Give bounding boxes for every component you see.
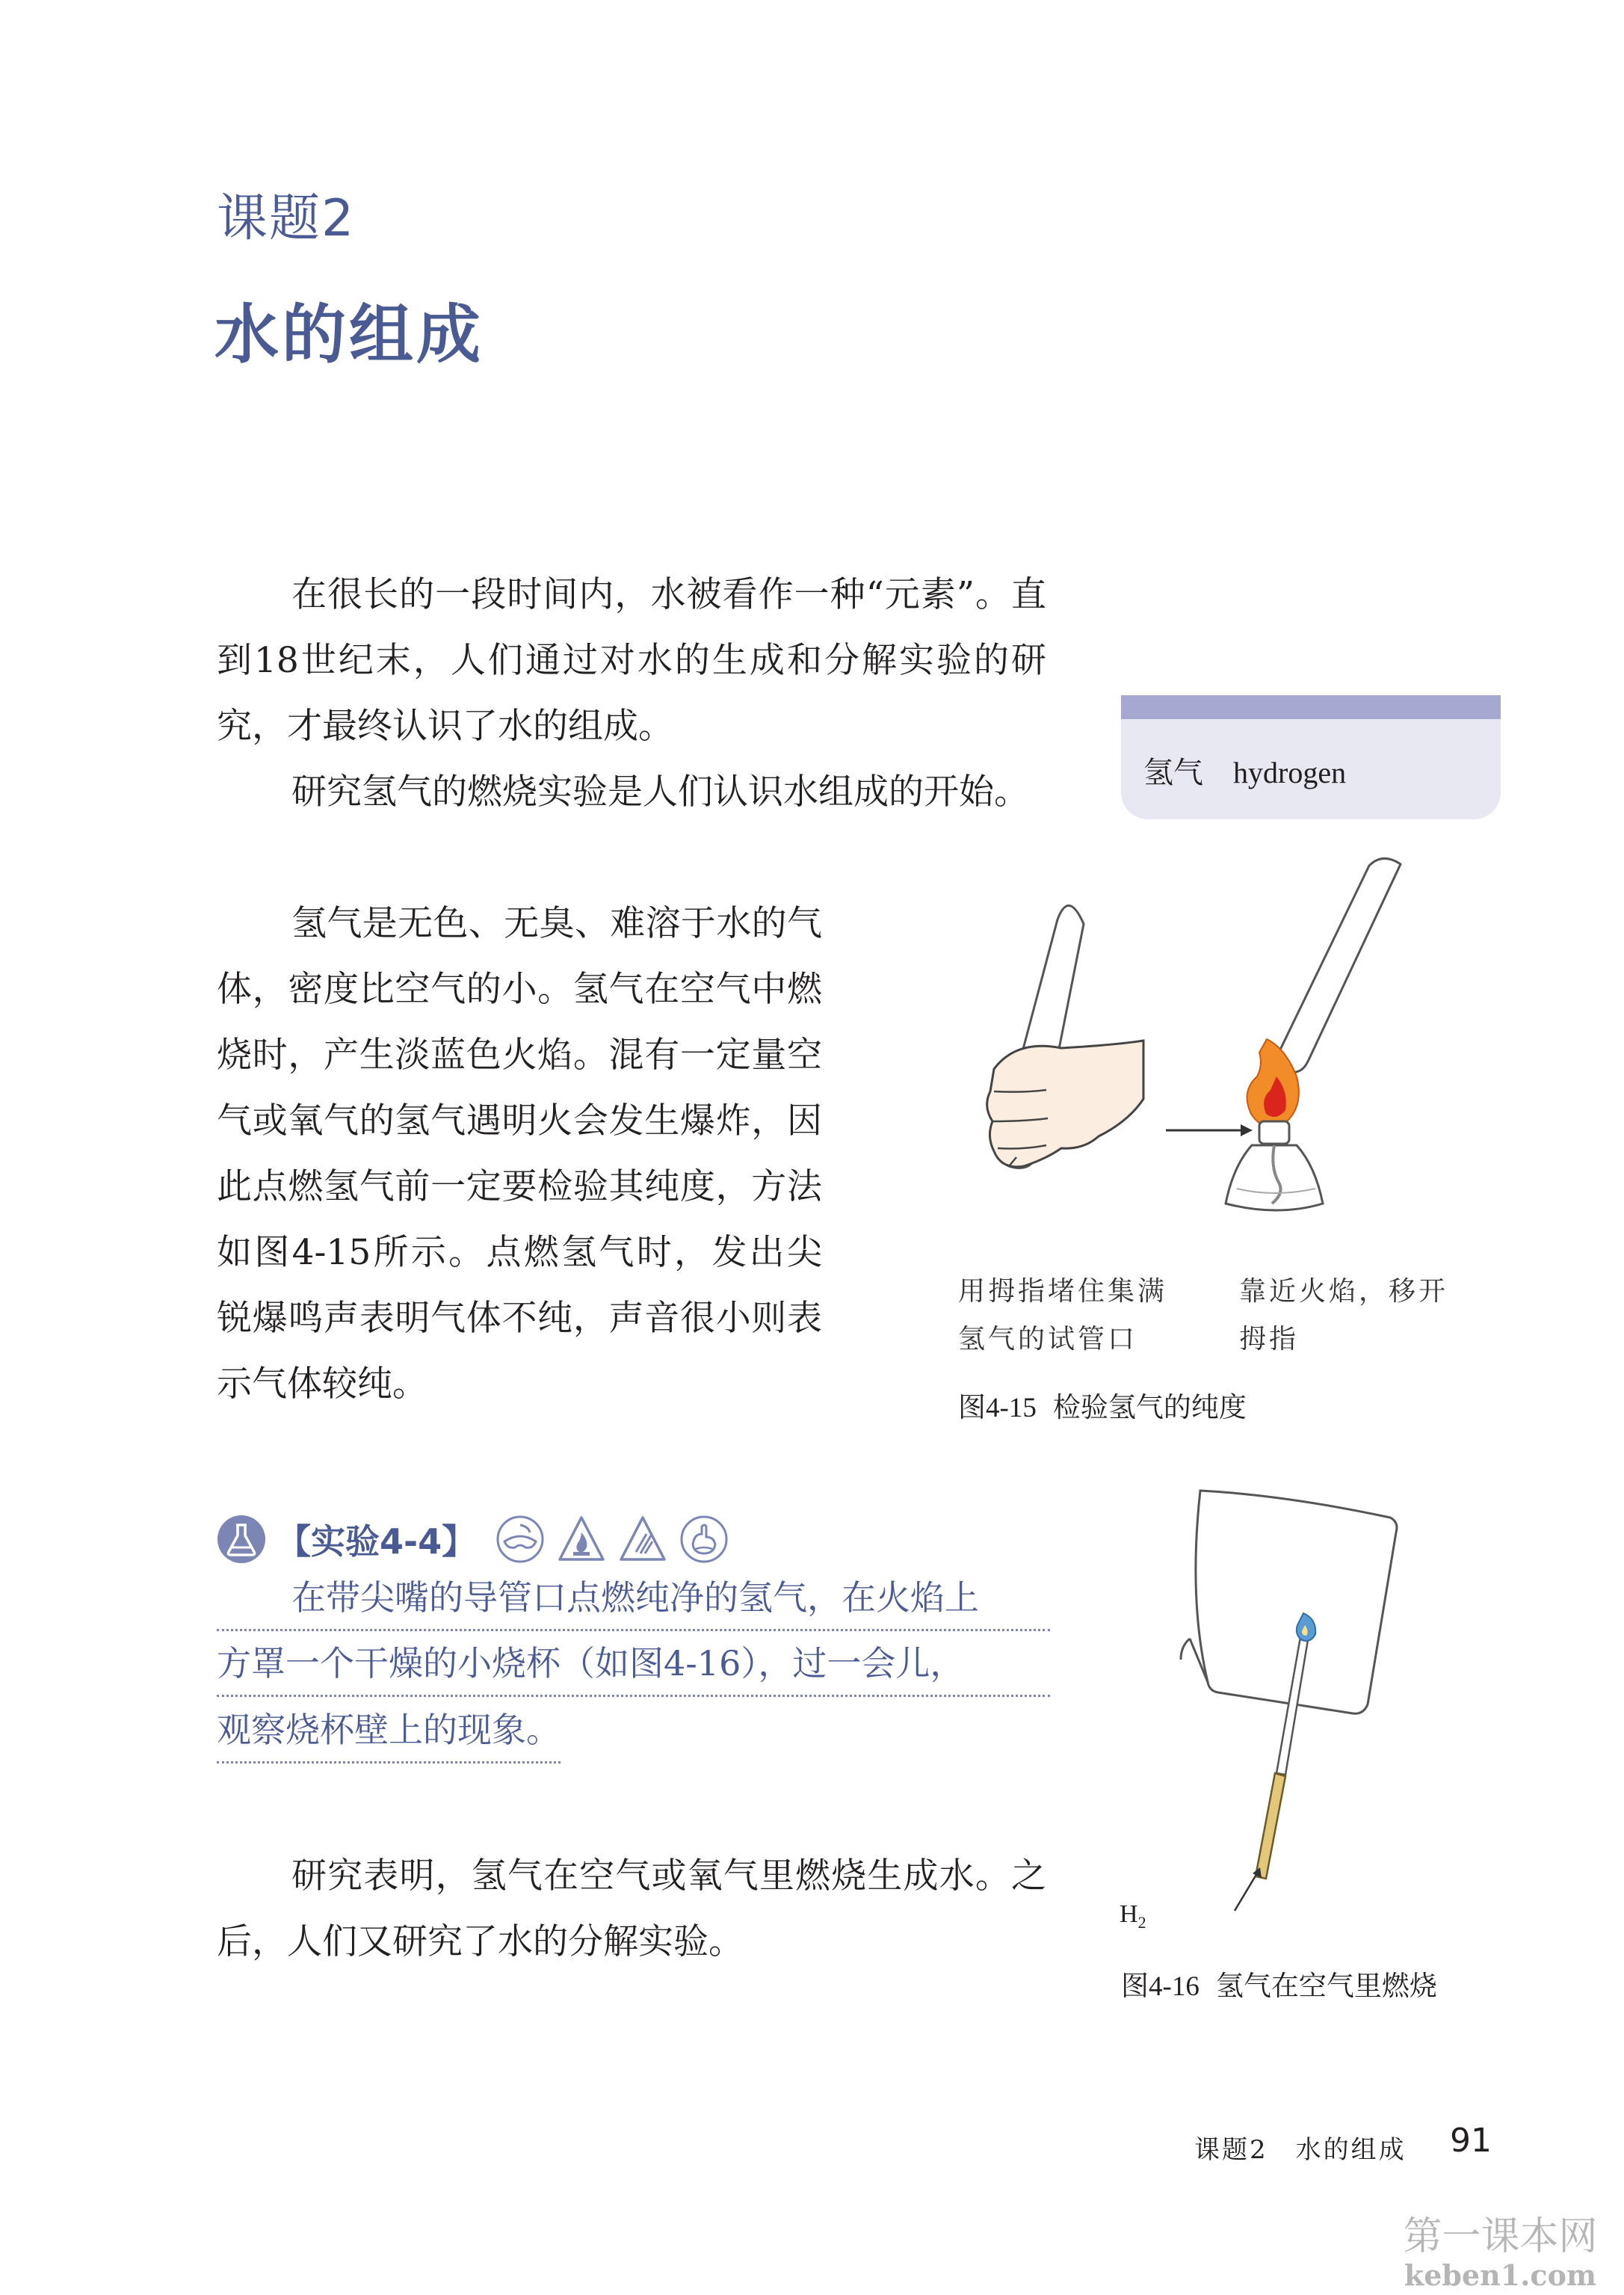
paragraph-hydrogen-research: 研究氢气的燃烧实验是人们认识水组成的开始。 bbox=[291, 771, 1029, 813]
watermark bbox=[1377, 2214, 1624, 2295]
step2-line1: 靠近火焰，移开 bbox=[1239, 1276, 1449, 1307]
alcohol-lamp-icon bbox=[1226, 1121, 1323, 1210]
rubber-tube-icon bbox=[1256, 1773, 1285, 1879]
figure-4-16-number: 图4-16 bbox=[1121, 1971, 1200, 2002]
experiment-line-2: 方罩一个干燥的小烧杯（如图4-16），过一会儿， bbox=[217, 1631, 1050, 1697]
gas-label-subscript: 2 bbox=[1137, 1912, 1146, 1932]
lesson-label: 课题2 bbox=[217, 189, 356, 248]
figure-4-15-number: 图4-15 bbox=[958, 1393, 1037, 1423]
figure-4-15-caption bbox=[958, 1384, 1247, 1425]
vocab-term-en: hydrogen bbox=[1233, 756, 1347, 789]
figure-4-16-title: 氢气在空气里燃烧 bbox=[1215, 1970, 1437, 2002]
vocab-term-zh: 氢气 bbox=[1143, 756, 1203, 790]
experiment-line-1: 在带尖嘴的导管口点燃纯净的氢气，在火焰上 bbox=[217, 1565, 1050, 1631]
experiment-title: 【实验4-4】 bbox=[277, 1521, 477, 1562]
paragraph-conclusion: 研究表明，氢气在空气或氧气里燃烧生成水。之后，人们又研究了水的分解实验。 bbox=[217, 1855, 1046, 1962]
step1-line2: 氢气的试管口 bbox=[958, 1324, 1138, 1355]
watermark-en: keben1.com bbox=[1404, 2258, 1597, 2292]
page-number: 91 bbox=[1450, 2122, 1492, 2160]
paragraph-history: 在很长的一段时间内，水被看作一种“元素”。直到18世纪末，人们通过对水的生成和分解实验的研究，才最终认识了水的组成。 bbox=[217, 574, 1046, 747]
hand-wash-icon bbox=[679, 1515, 729, 1564]
flask-icon bbox=[217, 1515, 266, 1564]
arrow-right-icon bbox=[1166, 1124, 1253, 1136]
figure-4-15-illustration bbox=[964, 852, 1502, 1256]
step2-line2: 拇指 bbox=[1239, 1324, 1300, 1355]
test-tube-right bbox=[1277, 858, 1401, 1072]
vocab-term bbox=[1143, 749, 1346, 792]
heat-warning-icon bbox=[618, 1515, 667, 1564]
gas-label-h2 bbox=[1120, 1900, 1146, 1932]
vocab-header-bar bbox=[1121, 695, 1501, 719]
figure-4-15-step1-caption bbox=[958, 1268, 1167, 1364]
experiment-body bbox=[217, 1565, 1050, 1763]
figure-4-15-title: 检验氢气的纯度 bbox=[1052, 1391, 1247, 1423]
step1-line1: 用拇指堵住集满 bbox=[958, 1276, 1168, 1307]
figure-4-16-caption bbox=[1121, 1963, 1437, 2003]
paragraph-hydrogen-properties: 氢气是无色、无臭、难溶于水的气体，密度比空气的小。氢气在空气中燃烧时，产生淡蓝色火焰。混有一定量空气或氧气的氢气遇明火会发生爆炸，因此点燃氢气前一定要检验其纯度，方法如图4-15所示。点燃氢气时，发出尖锐爆鸣声表明气体不纯，声音很小则表示气体较纯。 bbox=[217, 903, 822, 1405]
gas-inlet-arrow-icon bbox=[1235, 1867, 1262, 1911]
figure-4-16-illustration bbox=[1106, 1480, 1420, 1944]
gas-label-symbol: H bbox=[1120, 1900, 1138, 1928]
page-title: 水的组成 bbox=[214, 298, 484, 372]
beaker-icon bbox=[1181, 1491, 1397, 1713]
goggles-icon bbox=[495, 1515, 545, 1564]
flame-warning-icon bbox=[557, 1515, 606, 1564]
figure-4-15-step2-caption bbox=[1239, 1268, 1448, 1364]
experiment-header bbox=[217, 1513, 741, 1565]
experiment-line-3: 观察烧杯壁上的现象。 bbox=[217, 1698, 561, 1763]
running-footer-title: 课题2 水的组成 bbox=[1194, 2135, 1407, 2165]
vocab-box bbox=[1121, 695, 1501, 819]
hand-icon bbox=[987, 1041, 1143, 1167]
watermark-zh: 第一课本网 bbox=[1403, 2214, 1598, 2259]
